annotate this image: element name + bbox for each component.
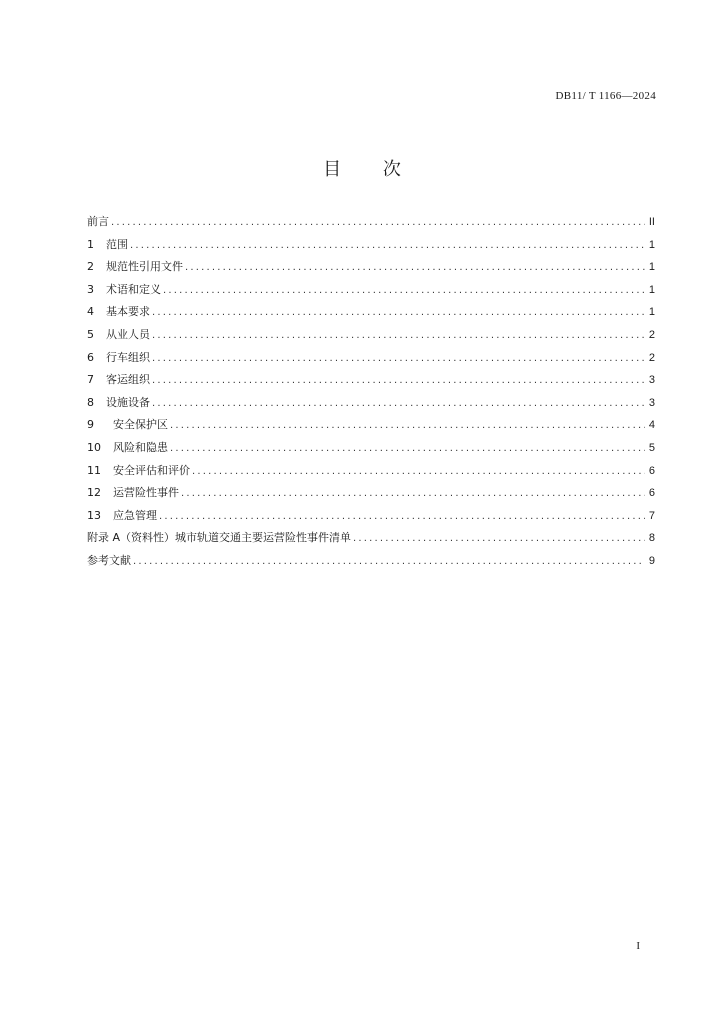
toc-leader-dots: [152, 353, 645, 364]
toc-page-number: 6: [648, 487, 655, 500]
toc-leader-dots: [185, 262, 645, 273]
toc-leader-dots: [181, 488, 645, 499]
toc-entry-13[interactable]: [87, 507, 655, 530]
toc-page-number: 1: [648, 306, 655, 319]
toc-entry-3[interactable]: [87, 281, 655, 304]
toc-label: 从业人员: [106, 327, 150, 341]
toc-leader-dots: [133, 556, 645, 567]
toc-number: 11: [87, 463, 101, 477]
toc-number: 1: [87, 237, 94, 251]
toc-label: 设施设备: [106, 395, 150, 409]
toc-label: 规范性引用文件: [106, 260, 183, 274]
toc-entry-7[interactable]: [87, 371, 655, 394]
toc-label: 运营险性事件: [113, 486, 179, 500]
toc-label: 安全评估和评价: [113, 463, 190, 477]
toc-page-number: 4: [648, 419, 655, 432]
toc-number: 9: [87, 418, 94, 432]
toc-page-number: 9: [648, 554, 655, 567]
toc-label: 风险和隐患: [113, 440, 168, 454]
toc-label: 范围: [106, 237, 128, 251]
toc-label: 客运组织: [106, 373, 150, 387]
toc-page-number: II: [648, 216, 655, 228]
toc-number: 3: [87, 282, 94, 296]
toc-entry-9[interactable]: [87, 416, 655, 439]
toc-entry-4[interactable]: [87, 303, 655, 326]
toc-leader-dots: [192, 466, 645, 477]
toc-entry-11[interactable]: [87, 462, 655, 485]
toc-leader-dots: [170, 443, 645, 454]
toc-page-number: 7: [648, 509, 655, 522]
toc-page-number: 6: [648, 464, 655, 477]
toc-label: 安全保护区: [113, 418, 168, 432]
toc-page-number: 1: [648, 238, 655, 251]
toc-leader-dots: [152, 307, 645, 318]
toc-leader-dots: [163, 285, 645, 296]
toc-entry-foreword[interactable]: [87, 213, 655, 236]
toc-number: 8: [87, 395, 94, 409]
toc-number: 5: [87, 327, 94, 341]
toc-entry-2[interactable]: [87, 258, 655, 281]
toc-leader-dots: [170, 420, 645, 431]
toc-leader-dots: [159, 511, 645, 522]
toc-number: 7: [87, 373, 94, 387]
toc-entry-12[interactable]: [87, 484, 655, 507]
toc-page-number: 2: [648, 328, 655, 341]
toc-leader-dots: [130, 240, 645, 251]
toc-number: 4: [87, 305, 94, 319]
toc-leader-dots: [152, 330, 645, 341]
toc-page-number: 2: [648, 351, 655, 364]
toc-page-number: 5: [648, 441, 655, 454]
toc-entry-appendix-a[interactable]: [87, 529, 655, 552]
toc-page-number: 1: [648, 261, 655, 274]
toc-label: 应急管理: [113, 508, 157, 522]
toc-leader-dots: [111, 217, 645, 228]
toc-number: 2: [87, 260, 94, 274]
standard-code: DB11/ T 1166—2024: [555, 90, 656, 102]
toc-label: 参考文献: [87, 553, 131, 567]
page-number: I: [636, 940, 640, 952]
page-title: 目 次: [323, 159, 419, 180]
toc-entry-1[interactable]: [87, 236, 655, 259]
toc-page-number: 3: [648, 374, 655, 387]
toc-entry-5[interactable]: [87, 326, 655, 349]
toc-label: 基本要求: [106, 305, 150, 319]
toc-entry-bibliography[interactable]: [87, 552, 655, 575]
toc-label: 附录 A（资料性）城市轨道交通主要运营险性事件清单: [87, 531, 352, 545]
toc-number: 13: [87, 508, 101, 522]
toc-page-number: 3: [648, 396, 655, 409]
toc-label: 行车组织: [106, 350, 150, 364]
toc-entry-6[interactable]: [87, 349, 655, 372]
toc-leader-dots: [353, 533, 645, 544]
toc-leader-dots: [152, 398, 645, 409]
toc-label: 术语和定义: [106, 282, 161, 296]
toc-number: 10: [87, 440, 101, 454]
toc-number: 6: [87, 350, 94, 364]
toc-page-number: 1: [648, 283, 655, 296]
toc-label: 前言: [87, 215, 109, 228]
toc-entry-8[interactable]: [87, 394, 655, 417]
table-of-contents: [87, 213, 655, 575]
toc-page-number: 8: [648, 532, 655, 545]
toc-number: 12: [87, 486, 101, 500]
toc-leader-dots: [152, 375, 645, 386]
toc-entry-10[interactable]: [87, 439, 655, 462]
